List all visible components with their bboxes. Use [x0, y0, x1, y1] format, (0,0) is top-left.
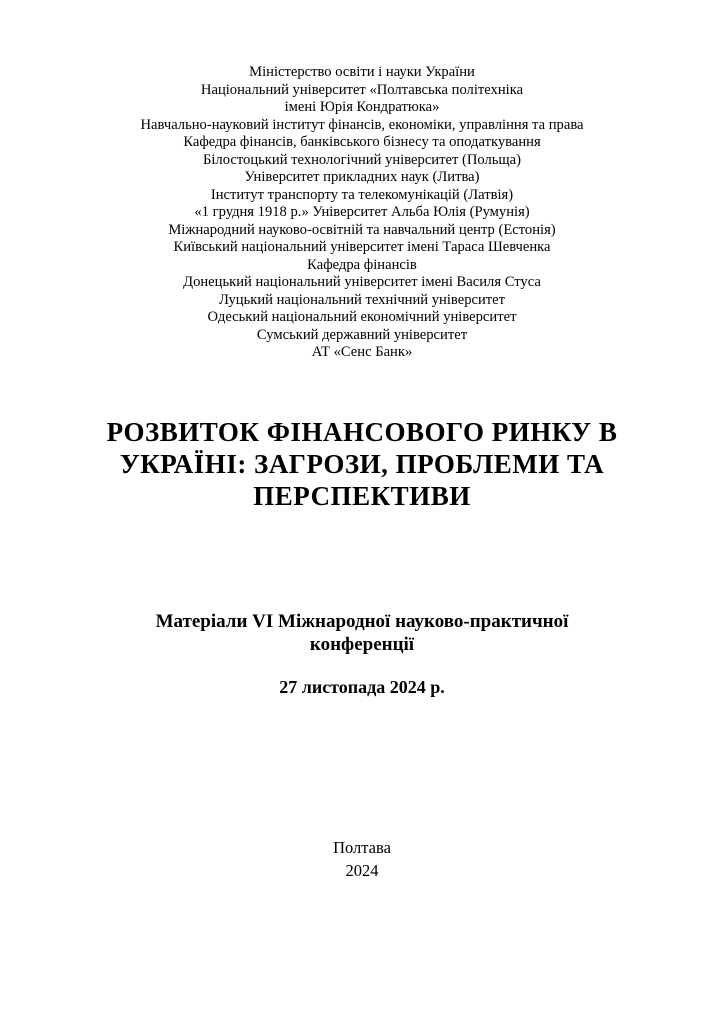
institution-line: «1 грудня 1918 р.» Університет Альба Юлія (Румунія): [194, 204, 530, 220]
conference-title-line: ПЕРСПЕКТИВИ: [253, 480, 471, 511]
footer-city: Полтава: [333, 837, 391, 857]
institution-line: Навчально-науковий інститут фінансів, економіки, управління та права: [140, 116, 584, 133]
institution-line: Кафедра фінансів, банківського бізнесу та оподаткування: [183, 134, 541, 150]
conference-subtitle: [0, 610, 724, 656]
institution-line: Інститут транспорту та телекомунікацій (Латвія): [210, 186, 514, 203]
conference-title-line: РОЗВИТОК ФІНАНСОВОГО РИНКУ В: [106, 416, 618, 447]
institution-line: імені Юрія Кондратюка»: [284, 99, 440, 115]
institutions-block: [0, 64, 724, 362]
institution-line: Сумський державний університет: [256, 326, 468, 343]
institution-line: Університет прикладних наук (Литва): [244, 169, 480, 185]
footer-year: 2024: [345, 860, 379, 880]
institution-line: Кафедра фінансів: [307, 256, 417, 273]
conference-date: 27 листопада 2024 р.: [279, 676, 445, 697]
institution-line: Донецький національний університет імені Василя Стуса: [183, 274, 541, 290]
institution-line: Міжнародний науково-освітній та навчальний центр (Естонія): [168, 221, 556, 238]
conference-subtitle-line: конференції: [309, 633, 415, 655]
conference-subtitle-line: Матеріали VI Міжнародної науково-практичної: [155, 610, 569, 632]
institution-line: Білостоцький технологічний університет (Польща): [203, 151, 521, 168]
conference-title-line: УКРАЇНІ: ЗАГРОЗИ, ПРОБЛЕМИ ТА: [119, 448, 605, 479]
conference-title: [0, 416, 724, 512]
institution-line: Національний університет «Полтавська політехніка: [200, 81, 524, 98]
institution-line: Київський національний університет імені Тараса Шевченка: [173, 239, 551, 255]
institution-line: Одеський національний економічний університет: [207, 309, 517, 325]
institution-line: АТ «Сенс Банк»: [311, 344, 413, 360]
footer-block: [0, 836, 724, 882]
institution-line: Міністерство освіти і науки України: [249, 64, 475, 80]
institution-line: Луцький національний технічний університет: [218, 291, 506, 308]
